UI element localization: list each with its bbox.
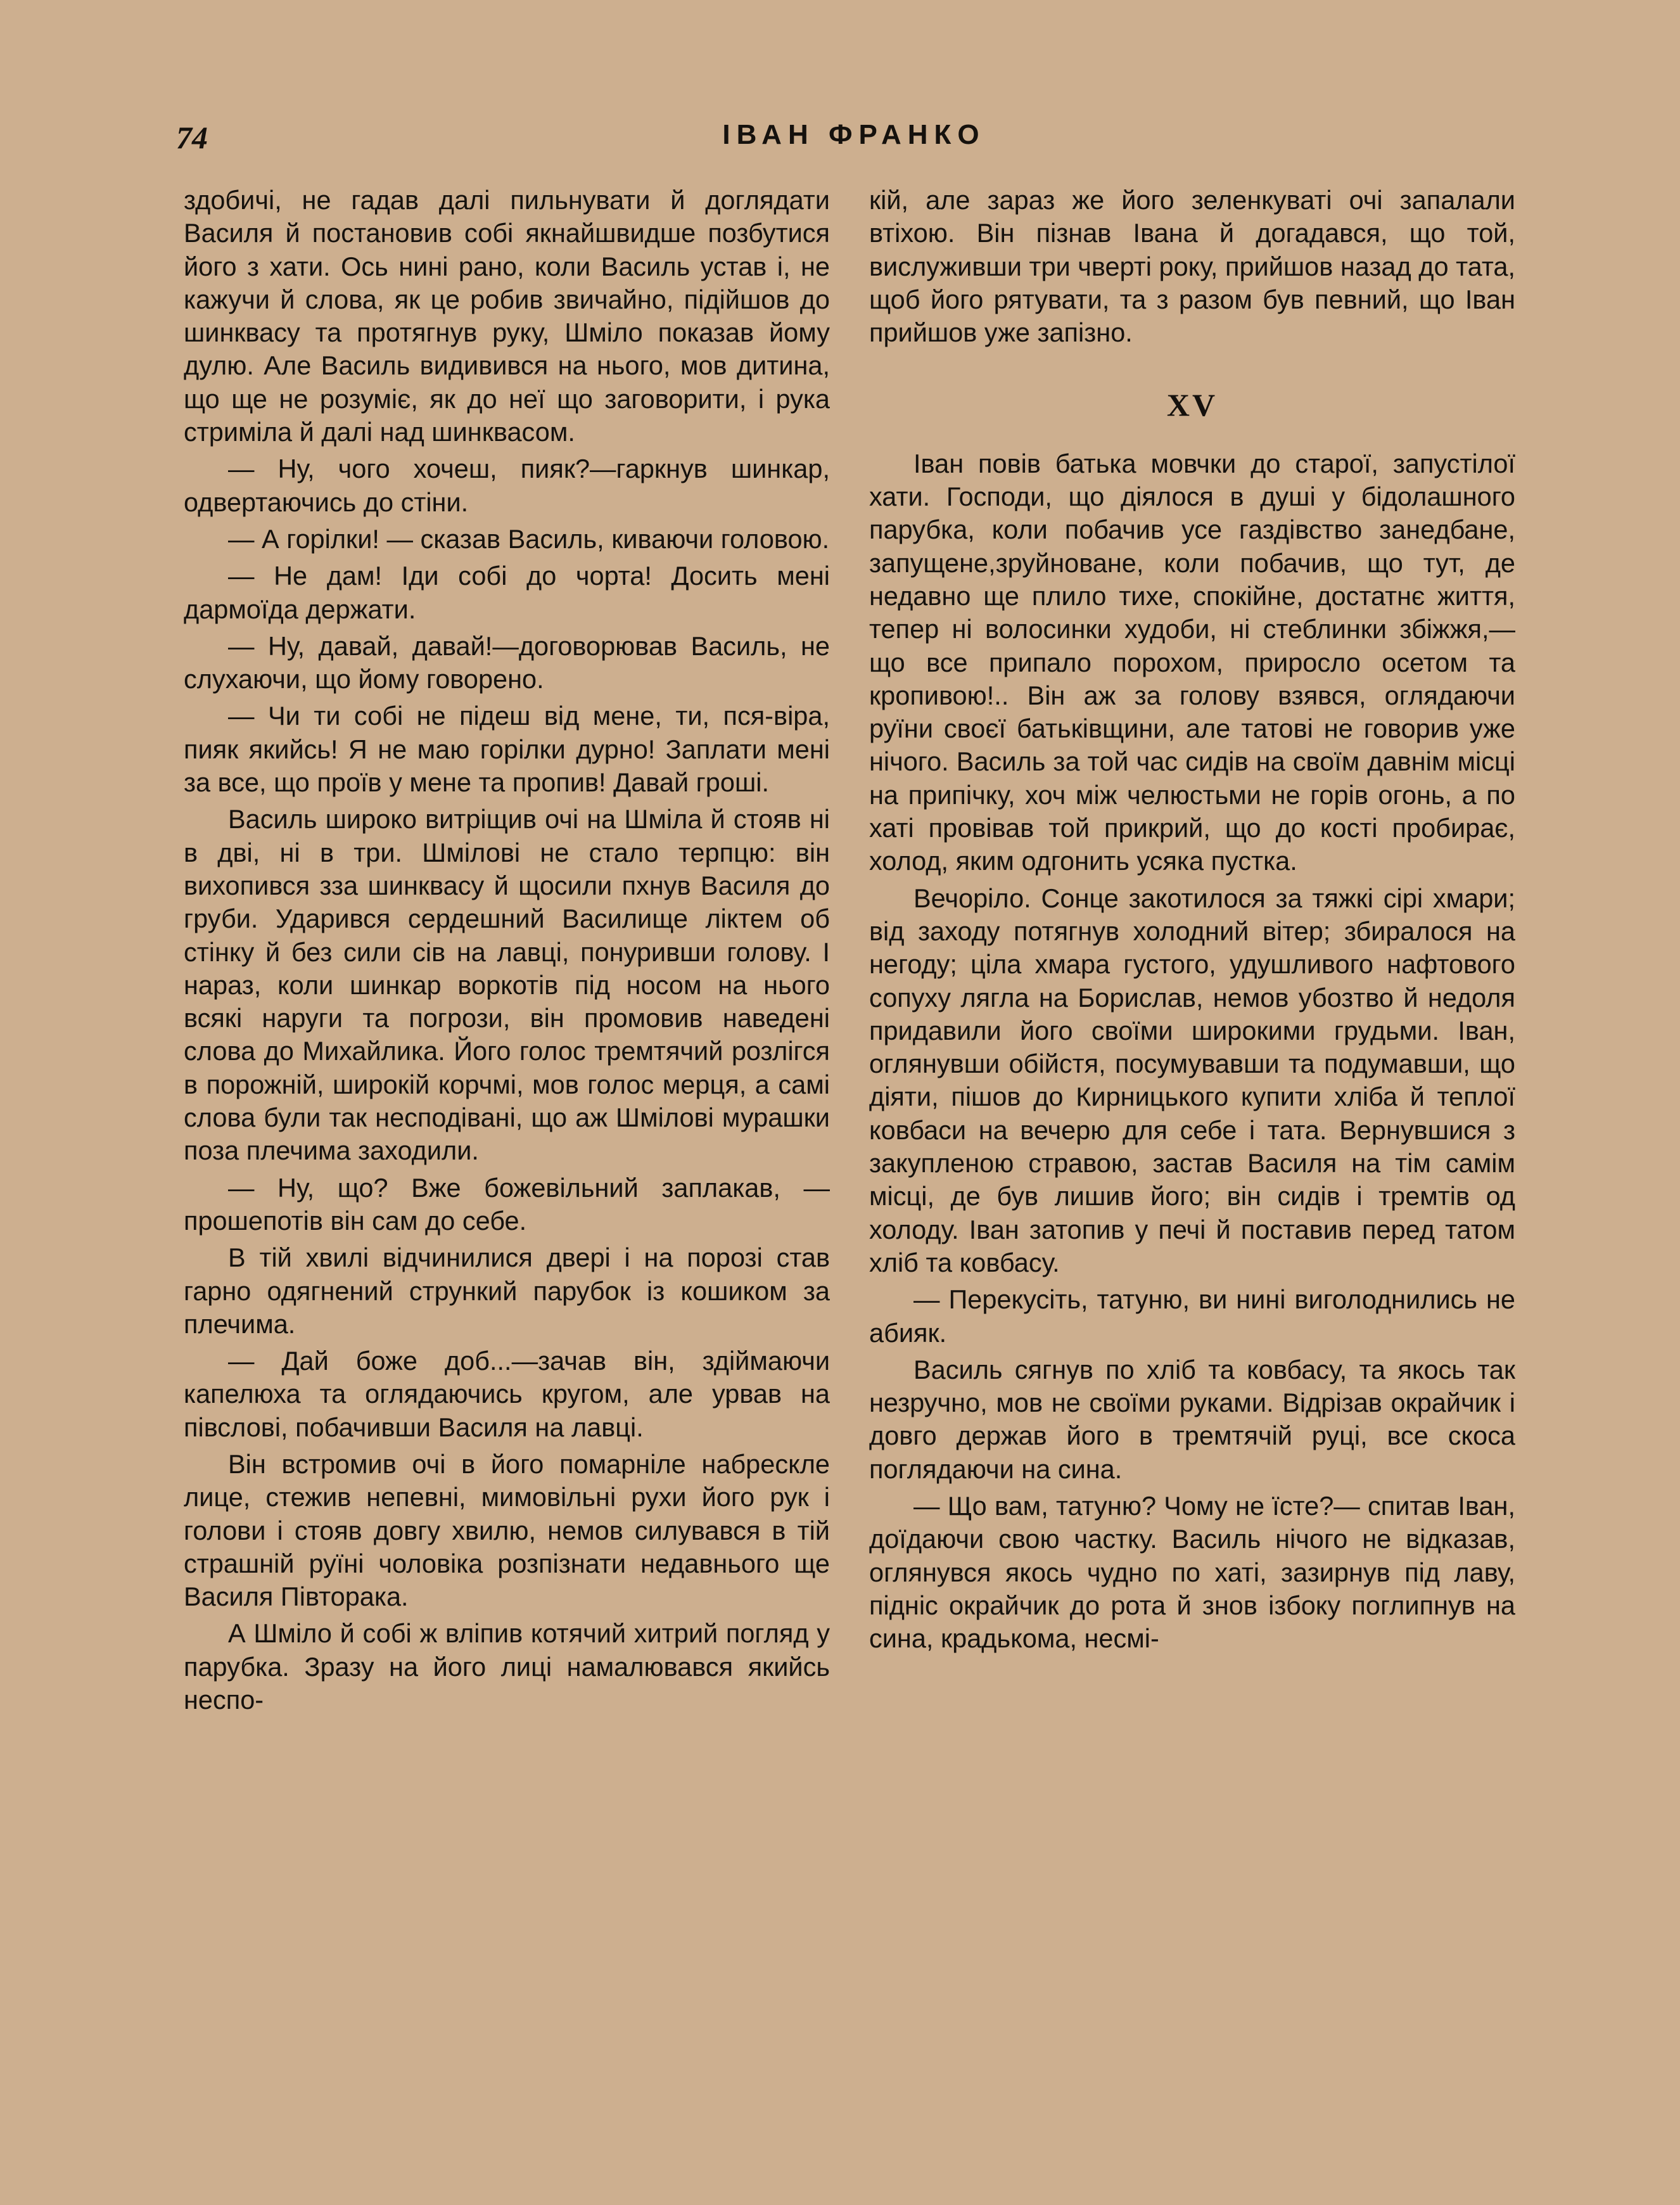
paragraph: А Шміло й собі ж вліпив котячий хитрий погляд у парубка. Зразу на його лиці намалювався якийсь неспо- <box>184 1618 830 1715</box>
paragraph: Іван повів батька мовчки до старої, запустілої хати. Господи, що діялося в душі у бідолашного парубка, коли побачив усе газдівство занедбане, запущене,зруйноване, коли побачив, що тут, де недавно ще плило тихе, спокійне, достатнє життя, тепер ні волосинки худоби, ні стеблинки збіжжя,— що все припало порохом, приросло осетом та кропивою!.. Він аж за голову взявся, оглядаючи руїни своєї батьківщини, але татові не говорив уже нічого. Василь за той час сидів на своїм давнім місці на припічку, хоч між челюстьми не горів огонь, а по хаті провівав той прикрий, що до кості пробирає, холод, яким одгонить усяка пустка. <box>869 448 1515 876</box>
paragraph: — Ну, чого хочеш, пияк?—гаркнув шинкар, одвертаючись до стіни. <box>184 454 830 517</box>
paragraph: Вечоріло. Сонце закотилося за тяжкі сірі хмари; від заходу потягнув холодний вітер; збиралося на негоду; ціла хмара густого, удушливого нафтового сопуху лягла на Борислав, немов убозтво й недоля придавили його своїми широкими грудьми. Іван, оглянувши обійстя, посумувавши та подумавши, що діяти, пішов до Кирницького купити хліба й теплої ковбаси на вечерю для себе і тата. Вернувшися з закупленою стравою, застав Василя на тім самім місці, де був лишив його; він сидів і тремтів од холоду. Іван затопив у печі й поставив перед татом хліб та ковбасу. <box>869 883 1515 1277</box>
paragraph: Василь сягнув по хліб та ковбасу, та якось так незручно, мов не своїми руками. Відрізав окрайчик і довго держав його в тремтячій руці, все скоса поглядаючи на сина. <box>869 1354 1515 1484</box>
paragraph: — Чи ти собі не підеш від мене, ти, пся-віра, пияк якийсь! Я не маю горілки дурно! Заплати мені за все, що проїв у мене та пропив! Давай гроші. <box>184 701 830 798</box>
paragraph: В тій хвилі відчинилися двері і на порозі став гарно одягнений стрункий парубок із кошиком за плечима. <box>184 1243 830 1339</box>
page-number: 74 <box>176 120 208 155</box>
paragraph: — Не дам! Іди собі до чорта! Досить мені дармоїда держати. <box>184 561 830 624</box>
right-column <box>869 184 1515 1659</box>
paragraph: — Перекусіть, татуню, ви нині виголоднились не абияк. <box>869 1284 1515 1348</box>
paragraph: — Ну, давай, давай!—договорював Василь, не слухаючи, що йому говорено. <box>184 630 830 694</box>
page-header <box>176 119 1532 157</box>
paragraph: — Ну, що? Вже божевільний заплакав, — прошепотів він сам до себе. <box>184 1172 830 1236</box>
paragraph: Він встромив очі в його помарніле набрескле лице, стежив непевні, мимовільні рухи його рук і голови і стояв довгу хвилю, немов силувався в тій страшній руїні чоловіка розпізнати недавнього ще Василя Півторака. <box>184 1448 830 1612</box>
paragraph: — Дай боже доб...—зачав він, здіймаючи капелюха та оглядаючись кругом, але урвав на півслові, побачивши Василя на лавці. <box>184 1346 830 1442</box>
paragraph: Василь широко витріщив очі на Шміла й стояв ні в дві, ні в три. Шмілові не стало терпцю: він вихопився зза шинквасу й щосили пхнув Василя до груби. Ударився сердешний Василище ліктем об стінку й без сили сів на лавці, понуривши голову. І нараз, коли шинкар воркотів під носом на нього всякі наруги та погрози, він промовив наведені слова до Михайлика. Його голос тремтячий розлігся в порожній, широкій корчмі, мов голос мерця, а самі слова були так несподівані, що аж Шмілові мурашки поза плечима заходили. <box>184 804 830 1166</box>
left-column <box>184 184 830 1720</box>
running-title: ІВАН ФРАНКО <box>722 119 986 150</box>
paragraph: — Що вам, татуню? Чому не їсте?— спитав Іван, доїдаючи свою частку. Василь нічого не відказав, оглянувся якось чудно по хаті, зазирнув під лаву, підніс окрайчик до рота й знов ізбоку поглипнув на сина, крадькома, несмі- <box>869 1490 1515 1654</box>
paragraph: — А горілки! — сказав Василь, киваючи головою. <box>228 523 830 554</box>
paragraph: здобичі, не гадав далі пильнувати й доглядати Василя й постановив собі якнайшвидше позбутися його з хати. Ось нині рано, коли Василь устав і, не кажучи й слова, як це робив звичайно, підійшов до шинквасу та протягнув руку, Шміло показав йому дулю. Але Василь видивився на нього, мов дитина, що ще не розуміє, як до неї що заговорити, і рука стриміла й далі над шинквасом. <box>184 185 830 447</box>
chapter-heading: XV <box>1166 387 1218 423</box>
paragraph: кій, але зараз же його зеленкуваті очі запалали втіхою. Він пізнав Івана й догадався, що той, вислуживши три чверті року, прийшов назад до тата, щоб його рятувати, та з разом був певний, що Іван прийшов уже запізно. <box>869 185 1515 348</box>
